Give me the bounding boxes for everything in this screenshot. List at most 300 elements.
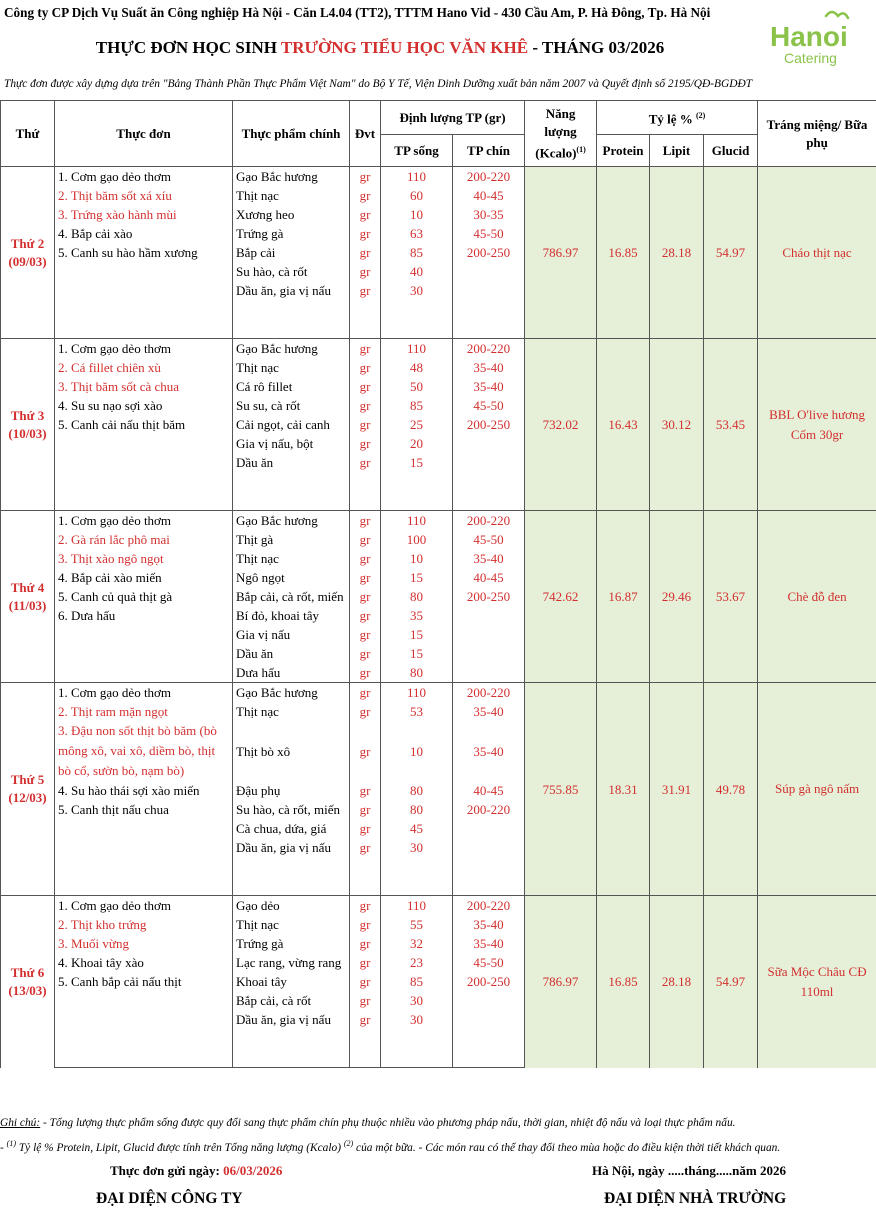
raw-quantity: 35 <box>381 606 453 625</box>
document-header <box>0 0 876 75</box>
lipid-value: 30.12 <box>650 339 704 511</box>
raw-empty <box>381 876 453 896</box>
cooked-quantity: 40-45 <box>453 568 525 587</box>
cooked-quantity <box>453 262 525 281</box>
day-name: Thứ 6 <box>10 964 45 980</box>
day-date: (10/03) <box>8 425 47 441</box>
raw-quantity: 10 <box>381 549 453 568</box>
menu-dish: 5. Canh bắp cải nấu thịt <box>55 972 233 991</box>
table-row <box>1 683 876 703</box>
ingredient-unit: gr <box>350 991 381 1010</box>
raw-empty <box>381 472 453 491</box>
cooked-quantity: 45-50 <box>453 396 525 415</box>
menu-dish: 3. Muối vừng <box>55 934 233 953</box>
ingredient-unit: gr <box>350 339 381 359</box>
lipid-value: 28.18 <box>650 167 704 339</box>
ingredient-empty <box>233 721 350 741</box>
dessert: BBL O'live hương Cốm 30gr <box>758 339 876 511</box>
menu-dish: 6. Dưa hấu <box>55 606 233 625</box>
ingredient-name: Dầu ăn, gia vị nấu <box>233 281 350 300</box>
menu-dish-empty <box>55 472 233 491</box>
menu-dish-empty <box>55 1010 233 1029</box>
ingredient-unit: gr <box>350 625 381 644</box>
protein-value: 16.87 <box>597 511 650 683</box>
cooked-quantity: 35-40 <box>453 549 525 568</box>
school-rep-label: ĐẠI DIỆN NHÀ TRƯỜNG <box>604 1190 787 1207</box>
cooked-quantity: 200-250 <box>453 415 525 434</box>
table-row <box>1 511 876 531</box>
col-protein: Protein <box>597 135 650 167</box>
ingredient-empty <box>233 876 350 896</box>
raw-quantity: 20 <box>381 434 453 453</box>
ingredient-unit: gr <box>350 434 381 453</box>
company-rep-label: ĐẠI DIỆN CÔNG TY <box>96 1190 243 1207</box>
cooked-quantity <box>453 1010 525 1029</box>
menu-dish: 1. Cơm gạo dẻo thơm <box>55 896 233 916</box>
ingredient-name: Dầu ăn <box>233 453 350 472</box>
raw-quantity: 30 <box>381 838 453 857</box>
ingredient-unit: gr <box>350 511 381 531</box>
lipid-value: 29.46 <box>650 511 704 683</box>
raw-quantity: 45 <box>381 819 453 838</box>
cooked-quantity: 45-50 <box>453 530 525 549</box>
send-date: 06/03/2026 <box>223 1163 283 1178</box>
ingredient-name: Su hào, cà rốt <box>233 262 350 281</box>
unit-empty <box>350 491 381 511</box>
menu-dish: 2. Gà rán lắc phô mai <box>55 530 233 549</box>
raw-quantity: 15 <box>381 625 453 644</box>
col-dessert: Tráng miệng/ Bữa phụ <box>758 101 876 167</box>
ingredient-empty <box>233 491 350 511</box>
unit-empty <box>350 857 381 876</box>
menu-dish-empty <box>55 663 233 683</box>
ingredient-name: Bắp cải, cà rốt, miến <box>233 587 350 606</box>
raw-quantity: 55 <box>381 915 453 934</box>
ingredient-name: Bí đỏ, khoai tây <box>233 606 350 625</box>
col-unit: Đvt <box>350 101 381 167</box>
ingredient-name: Trứng gà <box>233 224 350 243</box>
col-menu: Thực đơn <box>55 101 233 167</box>
menu-dish: 3. Thịt băm sốt cà chua <box>55 377 233 396</box>
ingredient-unit: gr <box>350 819 381 838</box>
cooked-quantity <box>453 644 525 663</box>
ingredient-unit: gr <box>350 781 381 800</box>
cooked-empty <box>453 319 525 339</box>
raw-quantity: 110 <box>381 896 453 916</box>
raw-quantity: 50 <box>381 377 453 396</box>
unit-empty <box>350 761 381 781</box>
ingredient-empty <box>233 1048 350 1068</box>
cooked-empty <box>453 1029 525 1048</box>
cooked-quantity: 200-250 <box>453 243 525 262</box>
raw-empty <box>381 761 453 781</box>
ingredient-empty <box>233 761 350 781</box>
menu-dish-empty <box>55 876 233 896</box>
menu-dish: 4. Khoai tây xào <box>55 953 233 972</box>
cooked-quantity: 40-45 <box>453 186 525 205</box>
menu-dish: 1. Cơm gạo dẻo thơm <box>55 683 233 703</box>
ingredient-name: Thịt nạc <box>233 549 350 568</box>
unit-empty <box>350 1048 381 1068</box>
raw-quantity: 85 <box>381 972 453 991</box>
ingredient-unit: gr <box>350 205 381 224</box>
ingredient-name: Trứng gà <box>233 934 350 953</box>
ingredient-unit: gr <box>350 186 381 205</box>
ingredient-unit: gr <box>350 896 381 916</box>
day-block-fri <box>1 896 876 1068</box>
day-label <box>1 896 55 1068</box>
cooked-empty <box>453 857 525 876</box>
raw-quantity: 30 <box>381 1010 453 1029</box>
ingredient-unit: gr <box>350 644 381 663</box>
ingredient-unit: gr <box>350 281 381 300</box>
lipid-value: 31.91 <box>650 683 704 896</box>
cooked-quantity: 200-250 <box>453 972 525 991</box>
menu-dish: 4. Su su nạo sợi xào <box>55 396 233 415</box>
dessert: Cháo thịt nạc <box>758 167 876 339</box>
raw-quantity: 23 <box>381 953 453 972</box>
raw-quantity: 85 <box>381 396 453 415</box>
ingredient-unit: gr <box>350 358 381 377</box>
unit-empty <box>350 876 381 896</box>
ingredient-name: Thịt nạc <box>233 358 350 377</box>
raw-empty <box>381 1048 453 1068</box>
day-name: Thứ 3 <box>10 407 45 423</box>
raw-empty <box>381 857 453 876</box>
place-date: Hà Nội, ngày .....tháng.....năm 2026 <box>592 1163 786 1178</box>
raw-quantity: 15 <box>381 644 453 663</box>
menu-dish: 3. Thịt xào ngô ngọt <box>55 549 233 568</box>
col-ingredient: Thực phẩm chính <box>233 101 350 167</box>
energy-value: 742.62 <box>525 511 597 683</box>
ingredient-name: Gạo Bắc hương <box>233 511 350 531</box>
ingredient-empty <box>233 857 350 876</box>
raw-quantity: 110 <box>381 683 453 703</box>
ingredient-name: Thịt bò xô <box>233 741 350 761</box>
ingredient-unit: gr <box>350 1010 381 1029</box>
ingredient-unit: gr <box>350 243 381 262</box>
raw-quantity: 10 <box>381 205 453 224</box>
menu-dish: 4. Bắp cải xào miến <box>55 568 233 587</box>
cooked-empty <box>453 300 525 319</box>
raw-quantity: 110 <box>381 339 453 359</box>
table-header <box>1 101 876 167</box>
raw-empty <box>381 1029 453 1048</box>
ingredient-unit: gr <box>350 683 381 703</box>
day-name: Thứ 4 <box>10 579 45 595</box>
protein-value: 16.43 <box>597 339 650 511</box>
day-label <box>1 339 55 511</box>
raw-quantity: 100 <box>381 530 453 549</box>
ingredient-unit: gr <box>350 838 381 857</box>
ingredient-unit: gr <box>350 396 381 415</box>
cooked-empty <box>453 472 525 491</box>
ingredient-empty <box>233 472 350 491</box>
cooked-empty <box>453 761 525 781</box>
menu-dish-empty <box>55 857 233 876</box>
glucid-value: 54.97 <box>704 896 758 1068</box>
cooked-quantity: 35-40 <box>453 358 525 377</box>
ingredient-name: Ngô ngọt <box>233 568 350 587</box>
menu-dish: 2. Thịt băm sốt xá xíu <box>55 186 233 205</box>
dessert: Chè đỗ đen <box>758 511 876 683</box>
ingredient-unit: gr <box>350 972 381 991</box>
cooked-quantity: 35-40 <box>453 377 525 396</box>
ingredient-unit: gr <box>350 453 381 472</box>
ingredient-name: Lạc rang, vừng rang <box>233 953 350 972</box>
col-cooked: TP chín <box>453 135 525 167</box>
day-date: (09/03) <box>8 253 47 269</box>
cooked-quantity <box>453 819 525 838</box>
raw-quantity: 30 <box>381 281 453 300</box>
cooked-quantity: 35-40 <box>453 702 525 721</box>
company-info: Công ty CP Dịch Vụ Suất ăn Công nghiệp Hà Nội - Căn L4.04 (TT2), TTTM Hano Vid - 430 Cầu Am, P. Hà Đông, Tp. Hà Nội <box>4 5 711 20</box>
ingredient-name: Thịt gà <box>233 530 350 549</box>
table-row <box>1 896 876 916</box>
raw-empty <box>381 300 453 319</box>
menu-dish-empty <box>55 453 233 472</box>
cooked-quantity <box>453 434 525 453</box>
day-label <box>1 167 55 339</box>
ingredient-unit: gr <box>350 167 381 187</box>
ingredient-unit: gr <box>350 800 381 819</box>
protein-value: 16.85 <box>597 896 650 1068</box>
menu-dish-empty <box>55 434 233 453</box>
raw-quantity: 110 <box>381 511 453 531</box>
menu-dish-empty <box>55 281 233 300</box>
menu-dish: 1. Cơm gạo dẻo thơm <box>55 339 233 359</box>
col-lipid: Lipit <box>650 135 704 167</box>
raw-quantity: 63 <box>381 224 453 243</box>
ingredient-name: Cà chua, dứa, giá <box>233 819 350 838</box>
ingredient-empty <box>233 300 350 319</box>
ingredient-unit: gr <box>350 953 381 972</box>
col-ratio: Tỷ lệ % $^{(2)}$ <box>597 101 758 135</box>
menu-dish: 2. Thịt kho trứng <box>55 915 233 934</box>
cooked-quantity: 45-50 <box>453 953 525 972</box>
svg-text:Hanoi: Hanoi <box>770 21 848 52</box>
ingredient-name: Khoai tây <box>233 972 350 991</box>
energy-value: 786.97 <box>525 167 597 339</box>
ingredient-empty <box>233 1029 350 1048</box>
menu-dish: 1. Cơm gạo dẻo thơm <box>55 167 233 187</box>
cooked-quantity: 35-40 <box>453 915 525 934</box>
protein-value: 16.85 <box>597 167 650 339</box>
cooked-quantity <box>453 663 525 683</box>
ingredient-unit: gr <box>350 702 381 721</box>
raw-quantity: 80 <box>381 781 453 800</box>
col-energy: Năng lượng (Kcalo)$^{(1)}$ <box>525 101 597 167</box>
menu-dish-empty <box>55 262 233 281</box>
ingredient-unit: gr <box>350 224 381 243</box>
unit-empty <box>350 319 381 339</box>
menu-dish: 1. Cơm gạo dẻo thơm <box>55 511 233 531</box>
cooked-empty <box>453 491 525 511</box>
svg-text:Catering: Catering <box>784 50 837 66</box>
unit-empty <box>350 472 381 491</box>
raw-quantity: 80 <box>381 800 453 819</box>
menu-dish: 5. Canh củ quả thịt gà <box>55 587 233 606</box>
menu-dish-empty <box>55 838 233 857</box>
cooked-quantity <box>453 453 525 472</box>
ingredient-unit: gr <box>350 587 381 606</box>
glucid-value: 54.97 <box>704 167 758 339</box>
ingredient-unit: gr <box>350 530 381 549</box>
ingredient-unit: gr <box>350 377 381 396</box>
menu-dish-empty <box>55 991 233 1010</box>
menu-dish: 4. Su hào thái sợi xào miến <box>55 781 233 800</box>
footnote-2: - $^{(1)}$ Tỷ lệ % Protein, Lipit, Glucid được tính trên Tổng năng lượng (Kcalo) $^{(2)}$ của một bữa. - Các món rau có thể thay đổi theo mùa hoặc do điều kiện thời tiết khách quan. <box>0 1139 781 1154</box>
ingredient-name: Bắp cải <box>233 243 350 262</box>
raw-empty <box>381 491 453 511</box>
ingredient-name: Gạo Bắc hương <box>233 339 350 359</box>
ingredient-unit: gr <box>350 549 381 568</box>
glucid-value: 53.45 <box>704 339 758 511</box>
raw-quantity: 15 <box>381 568 453 587</box>
day-date: (12/03) <box>8 790 47 805</box>
ingredient-name: Xương heo <box>233 205 350 224</box>
day-block-mon <box>1 167 876 339</box>
day-label <box>1 683 55 896</box>
footnote-1: Ghi chú: - Tổng lượng thực phẩm sống được quy đổi sang thực phẩm chín phụ thuộc nhiều vào phương pháp nấu, thời gian, nhiệt độ nấu và loại thực phẩm nấu. <box>0 1117 736 1129</box>
raw-quantity: 53 <box>381 702 453 721</box>
ingredient-name: Dầu ăn, gia vị nấu <box>233 1010 350 1029</box>
menu-dish-empty <box>55 319 233 339</box>
glucid-value: 53.67 <box>704 511 758 683</box>
day-name: Thứ 5 <box>10 772 45 787</box>
ingredient-name: Su su, cà rốt <box>233 396 350 415</box>
ingredient-unit: gr <box>350 663 381 683</box>
raw-quantity: 10 <box>381 741 453 761</box>
day-date: (13/03) <box>8 982 47 998</box>
unit-empty <box>350 1029 381 1048</box>
ingredient-name: Đậu phụ <box>233 781 350 800</box>
ingredient-name: Su hào, cà rốt, miến <box>233 800 350 819</box>
menu-dish: 5. Canh su hào hầm xương <box>55 243 233 262</box>
raw-quantity: 110 <box>381 167 453 187</box>
ingredient-unit: gr <box>350 915 381 934</box>
ingredient-name: Thịt nạc <box>233 186 350 205</box>
col-quantity: Định lượng TP (gr) <box>381 101 525 135</box>
menu-dish-empty <box>55 1029 233 1048</box>
menu-dish-empty <box>55 1048 233 1068</box>
cooked-empty <box>453 721 525 741</box>
cooked-quantity <box>453 625 525 644</box>
glucid-value: 49.78 <box>704 683 758 896</box>
cooked-quantity: 200-250 <box>453 587 525 606</box>
cooked-quantity: 200-220 <box>453 683 525 703</box>
protein-value: 18.31 <box>597 683 650 896</box>
day-label <box>1 511 55 683</box>
menu-dish: 2. Thịt ram mặn ngọt <box>55 702 233 721</box>
raw-quantity: 30 <box>381 991 453 1010</box>
col-glucid: Glucid <box>704 135 758 167</box>
raw-quantity: 32 <box>381 934 453 953</box>
dessert: Súp gà ngô nấm <box>758 683 876 896</box>
menu-dish: 4. Bắp cải xào <box>55 224 233 243</box>
school-name: TRƯỜNG TIỂU HỌC VĂN KHÊ <box>280 38 529 57</box>
table-row <box>1 339 876 359</box>
raw-empty <box>381 319 453 339</box>
cooked-quantity: 35-40 <box>453 934 525 953</box>
raw-empty <box>381 721 453 741</box>
ingredient-name: Gạo Bắc hương <box>233 683 350 703</box>
ingredient-name: Gia vị nấu <box>233 625 350 644</box>
col-day: Thứ <box>1 101 55 167</box>
cooked-quantity: 200-220 <box>453 167 525 187</box>
raw-quantity: 60 <box>381 186 453 205</box>
cooked-quantity: 200-220 <box>453 800 525 819</box>
menu-dish-empty <box>55 491 233 511</box>
raw-quantity: 40 <box>381 262 453 281</box>
cooked-quantity: 200-220 <box>453 896 525 916</box>
energy-value: 786.97 <box>525 896 597 1068</box>
energy-value: 732.02 <box>525 339 597 511</box>
menu-dish: 2. Cá fillet chiên xù <box>55 358 233 377</box>
ingredient-unit: gr <box>350 568 381 587</box>
cooked-quantity <box>453 838 525 857</box>
cooked-quantity: 35-40 <box>453 741 525 761</box>
lipid-value: 28.18 <box>650 896 704 1068</box>
ingredient-name: Bắp cải, cà rốt <box>233 991 350 1010</box>
ingredient-name: Thịt nạc <box>233 702 350 721</box>
raw-quantity: 80 <box>381 587 453 606</box>
day-block-thu <box>1 683 876 896</box>
menu-dish: 3. Trứng xào hành mùi <box>55 205 233 224</box>
menu-dish: 5. Canh cải nấu thịt băm <box>55 415 233 434</box>
ingredient-name: Cá rô fillet <box>233 377 350 396</box>
menu-dish-empty <box>55 819 233 838</box>
day-block-tue <box>1 339 876 511</box>
cooked-quantity <box>453 606 525 625</box>
ingredient-name: Dưa hấu <box>233 663 350 683</box>
dessert: Sữa Mộc Châu CĐ 110ml <box>758 896 876 1068</box>
day-date: (11/03) <box>8 597 47 613</box>
menu-basis-note: Thực đơn được xây dựng dựa trên "Bảng Thành Phần Thực Phẩm Việt Nam" do Bộ Y Tế, Viện Dinh Dưỡng xuất bản năm 2007 và Quyết định số 2195/QĐ-BGDĐT <box>4 78 753 90</box>
menu-table <box>0 100 876 1068</box>
ingredient-name: Gạo Bắc hương <box>233 167 350 187</box>
ingredient-name: Thịt nạc <box>233 915 350 934</box>
menu-dish: 3. Đậu non sốt thịt bò băm (bò mông xô, vai xô, diềm bò, thịt bò cổ, sườn bò, nạm bò) <box>55 721 233 781</box>
send-date-row <box>0 1160 876 1182</box>
table-row <box>1 167 876 187</box>
ingredient-name: Gia vị nấu, bột <box>233 434 350 453</box>
cooked-quantity: 40-45 <box>453 781 525 800</box>
ingredient-unit: gr <box>350 262 381 281</box>
hanoi-catering-logo <box>768 8 868 68</box>
ingredient-unit: gr <box>350 415 381 434</box>
menu-dish-empty <box>55 625 233 644</box>
ingredient-unit: gr <box>350 606 381 625</box>
unit-empty <box>350 300 381 319</box>
ingredient-name: Dầu ăn, gia vị nấu <box>233 838 350 857</box>
cooked-quantity: 200-220 <box>453 511 525 531</box>
cooked-quantity: 200-220 <box>453 339 525 359</box>
ingredient-name: Gạo dẻo <box>233 896 350 916</box>
col-raw: TP sống <box>381 135 453 167</box>
page-title: THỰC ĐƠN HỌC SINH TRƯỜNG TIỂU HỌC VĂN KHÊ - THÁNG 03/2026 <box>95 38 665 57</box>
day-name: Thứ 2 <box>10 235 45 251</box>
cooked-empty <box>453 1048 525 1068</box>
menu-dish-empty <box>55 644 233 663</box>
ingredient-empty <box>233 319 350 339</box>
raw-quantity: 80 <box>381 663 453 683</box>
menu-dish: 5. Canh thịt nấu chua <box>55 800 233 819</box>
day-block-wed <box>1 511 876 683</box>
ingredient-unit: gr <box>350 934 381 953</box>
energy-value: 755.85 <box>525 683 597 896</box>
cooked-quantity <box>453 281 525 300</box>
